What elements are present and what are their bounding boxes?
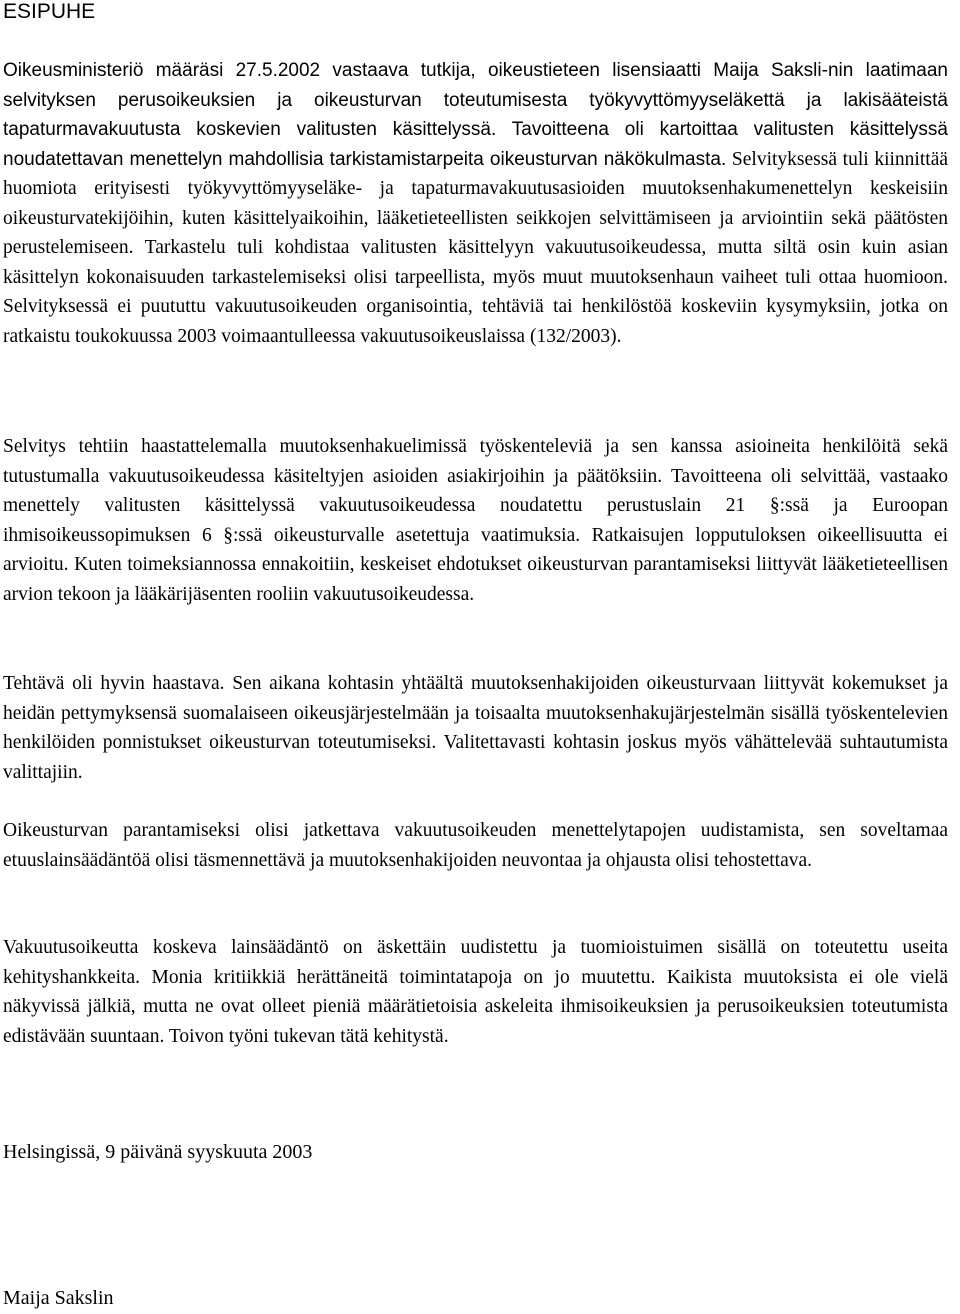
signature-name: Maija Sakslin xyxy=(3,1287,114,1309)
paragraph-legislation: Vakuutusoikeutta koskeva lainsäädäntö on äskettäin uudistettu ja tuomioistuimen sisällä on toteutettu useita kehityshankkeita. Monia kritiikkiä herättäneitä toimintatapoja on jo muutettu. Kaikista muutoksista ei ole vielä näkyvissä jälkiä, mutta ne ovat olleet pieniä määrätietoisia askeleita ihmisoikeuksien ja perusoikeuksien toteutumista edistävään suuntaan. Toivon työni tukevan tätä kehitystä. xyxy=(3,937,948,1047)
paragraph-method: Selvitys tehtiin haastattelemalla muutoksenhakuelimissä työskenteleviä ja sen kanssa asioineita henkilöitä sekä tutustumalla vakuutusoikeudessa käsiteltyjen asioiden asiakirjoihin ja päätöksiin. Tavoitteena oli selvittää, vastaako menettely valitusten käsittelyssä vakuutusoikeudessa noudatettu perustuslain 21 §:ssä ja Euroopan ihmisoikeussopimuksen 6 §:ssä oikeusturvalle asetettuja vaatimuksia. Ratkaisujen lopputuloksen oikeellisuutta ei arvioitu. Kuten toimeksiannossa ennakoitiin, keskeiset ehdotukset oikeusturvan parantamiseksi liittyvät lääketieteellisen arvion tekoon ja lääkärijäsenten rooliin vakuutusoikeudessa. xyxy=(3,436,948,605)
paragraph-challenge: Tehtävä oli hyvin haastava. Sen aikana kohtasin yhtäältä muutoksenhakijoiden oikeusturvaan liittyvät kokemukset ja heidän pettymyksensä suomalaiseen oikeusjärjestelmään ja toisaalta muutoksenhakujärjestelmän sisällä työskentelevien henkilöiden ponnistukset oikeusturvan toteutumiseksi. Valitettavasti kohtasin joskus myös vähättelevää suhtautumista valittajiin. xyxy=(3,673,948,783)
paragraph-intro xyxy=(3,56,948,351)
paragraph-intro-serif-text: Selvityksessä tuli kiinnittää huomiota erityisesti työkyvyttömyyseläke- ja tapaturmavakuutusasioiden muutoksenhakumenettelyn keskeisiin oikeusturvatekijöihin, kuten käsittelyaikoihin, lääketieteellisten seikkojen selvittämiseen ja arviointiin sekä päätösten perustelemiseen. Tarkastelu tuli kohdistaa valitusten käsittelyyn vakuutusoikeudessa, mutta siltä osin kuin asian käsittelyn kokonaisuuden tarkastelemiseksi olisi tarpeellista, myös muut muutoksenhaun vaiheet tuli ottaa huomioon. Selvityksessä ei puututtu vakuutusoikeuden organisointia, tehtäviä tai henkilöstöä koskeviin kysymyksiin, jotka on ratkaistu toukokuussa 2003 voimaantulleessa vakuutusoikeuslaissa (132/2003). xyxy=(3,148,948,347)
document-heading: ESIPUHE xyxy=(3,0,96,23)
place-date: Helsingissä, 9 päivänä syyskuuta 2003 xyxy=(3,1141,313,1163)
paragraph-intro-sans-text: Oikeusministeriö määräsi 27.5.2002 vastaava tutkija, oikeustieteen lisensiaatti Maija Saksli-nin laatimaan selvityksen perusoikeuksien ja oikeusturvan toteutumisesta työkyvyttömyyseläkettä ja lakisääteistä tapaturmavakuutusta koskevien valitusten käsittelyssä. Tavoitteena oli kartoittaa valitusten käsittelyssä noudatettavan menettelyn mahdollisia tarkistamistarpeita oikeusturvan näkökulmasta. xyxy=(3,60,948,170)
paragraph-improvement: Oikeusturvan parantamiseksi olisi jatkettava vakuutusoikeuden menettelytapojen uudistamista, sen soveltamaa etuuslainsäädäntöä olisi täsmennettävä ja muutoksenhakijoiden neuvontaa ja ohjausta olisi tehostettava. xyxy=(3,820,948,871)
